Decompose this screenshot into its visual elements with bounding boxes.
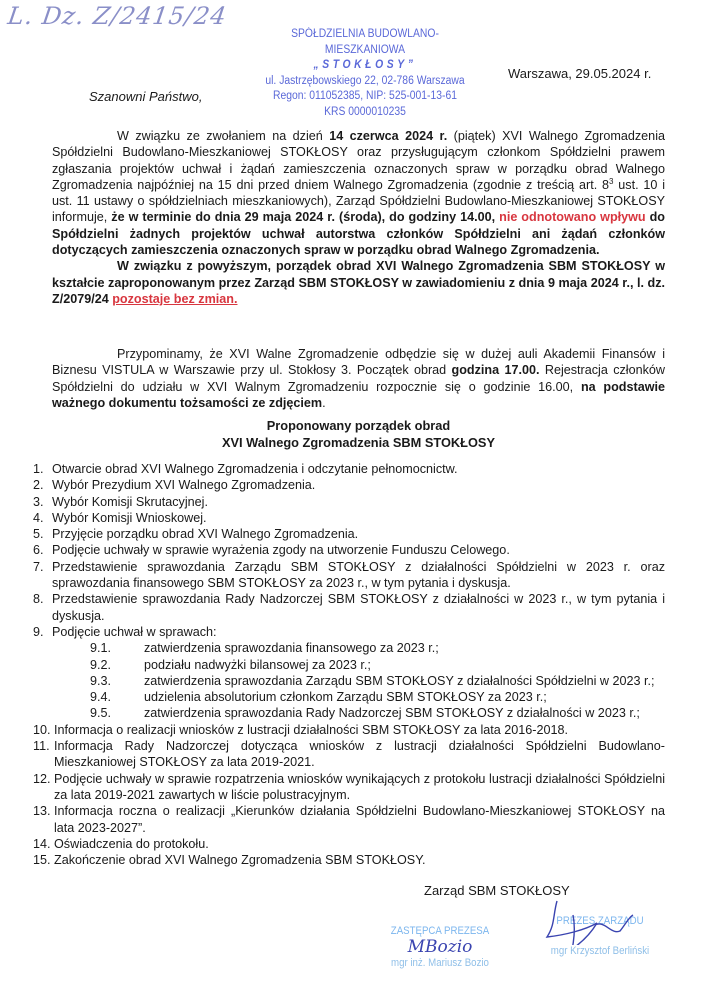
handwritten-reference-number: L. Dz. Z/2415/24: [6, 2, 229, 30]
item-text: Przyjęcie porządku obrad XVI Walnego Zgromadzenia.: [52, 527, 359, 542]
agenda-item: [33, 722, 665, 738]
paragraph-no-submissions: [52, 128, 665, 258]
item-number: 13.: [33, 804, 51, 819]
agenda-item: [33, 559, 665, 592]
id-requirement: na podstawie ważnego dokumentu tożsamości ze zdjęciem: [52, 379, 666, 410]
subitem-text: podziału nadwyżki bilansowej za 2023 r.;: [144, 657, 371, 672]
subitem-text: zatwierdzenia sprawozdania Zarządu SBM STOKŁOSY z działalności Spółdzielni w 2023 r.;: [144, 673, 655, 688]
agenda-item: [33, 461, 665, 477]
highlight-unchanged: pozostaje bez zmian.: [112, 291, 238, 306]
item-text: Wybór Komisji Wnioskowej.: [52, 510, 207, 525]
item-text: Przedstawienie sprawozdania Rady Nadzorczej SBM STOKŁOSY z działalności w 2023 r., w tym pytania i dyskusja.: [52, 592, 665, 623]
item-text: Przedstawienie sprawozdania Zarządu SBM STOKŁOSY z działalności Spółdzielni w 2023 r. oraz sprawozdania finansowego SBM STOKŁOSY za 2023 r., w tym pytania i dyskusja.: [52, 559, 665, 591]
agenda-subitem: [33, 673, 665, 689]
subitem-text: zatwierdzenia sprawozdania Rady Nadzorczej SBM STOKŁOSY z działalności w 2023 r.;: [144, 706, 640, 721]
item-number: 12.: [33, 771, 51, 786]
agenda-item: [33, 510, 665, 526]
vice-president-signature-stamp: [365, 925, 515, 969]
agenda-item: [33, 771, 665, 804]
item-number: 4.: [33, 510, 44, 525]
text: ust. 10 i ust. 11 ustawy o spółdzielniach mieszkaniowych), Zarząd Spółdzielni Budowlano-Mieszkaniowej STOKŁOSY informuje,: [52, 177, 666, 225]
highlight-not-received: nie odnotowano wpływu: [499, 210, 646, 225]
subitem-text: udzielenia absolutorium członkom Zarządu SBM STOKŁOSY za 2023 r.;: [144, 690, 547, 705]
cooperative-header-stamp: [253, 27, 478, 120]
stamp-org-name: SPÓŁDZIELNIA BUDOWLANO-MIESZKANIOWA: [291, 28, 439, 56]
subitem-number: 9.2.: [90, 657, 112, 672]
salutation: Szanowni Państwo,: [89, 89, 203, 104]
subitem-number: 9.5.: [90, 706, 112, 721]
item-number: 14.: [33, 836, 51, 851]
text: W związku ze zwołaniem na dzień: [117, 129, 330, 143]
item-number: 9.: [33, 624, 44, 639]
deadline-text: że w terminie do dnia 29 maja 2024 r. (środa), do godziny 14.00,: [111, 210, 500, 225]
agenda-item: [33, 624, 665, 640]
board-signature-heading: Zarząd SBM STOKŁOSY: [424, 883, 570, 898]
agenda-subitem: [33, 689, 665, 705]
item-text: Informacja roczna o realizacji „Kierunków działania Spółdzielni Budowlano-Mieszkaniowej STOKŁOSY na lata 2023-2027”.: [54, 804, 665, 835]
item-number: 10.: [33, 722, 51, 737]
item-number: 2.: [33, 478, 44, 493]
start-time: godzina 17.00.: [451, 363, 540, 378]
agenda-subitem: [33, 657, 665, 673]
text: W związku z powyższym, porządek obrad XVI Walnego Zgromadzenia SBM STOKŁOSY w kształcie zaproponowanym przez Zarząd SBM STOKŁOSY w zawiadomieniu z dnia 9 maja 2024 r., l. dz. Z/2079/24: [52, 259, 665, 306]
agenda-item: [33, 591, 665, 624]
agenda-item: [33, 542, 665, 558]
stamp-regon-nip: Regon: 011052385, NIP: 525-001-13-61: [273, 90, 457, 102]
handwritten-signature-icon: [525, 895, 675, 945]
agenda-item: [33, 494, 665, 510]
item-text: Zakończenie obrad XVI Walnego Zgromadzenia SBM STOKŁOSY.: [54, 853, 426, 868]
superscript: 3: [609, 176, 614, 186]
agenda-item: [33, 852, 665, 868]
agenda-subitem: [33, 640, 665, 656]
item-text: Podjęcie uchwał w sprawach:: [52, 624, 217, 639]
text: Przypominamy, że XVI Walne Zgromadzenie odbędzie się w dużej auli Akademii Finansów i Biznesu VISTULA w Warszawie przy ul. Stokłosy 3. Początek obrad: [52, 347, 665, 378]
item-number: 7.: [33, 559, 44, 574]
item-number: 15.: [33, 853, 51, 868]
item-text: Informacja o realizacji wniosków z lustracji działalności SBM STOKŁOSY za lata 2016-2018.: [54, 722, 569, 737]
subitem-number: 9.1.: [90, 641, 112, 656]
stamp-krs: KRS 0000010235: [324, 105, 406, 118]
agenda-title-line2: XVI Walnego Zgromadzenia SBM STOKŁOSY: [221, 434, 496, 450]
item-text: Podjęcie uchwały w sprawie wyrażenia zgody na utworzenie Funduszu Celowego.: [52, 543, 510, 558]
text: .: [322, 395, 326, 410]
item-text: Wybór Prezydium XVI Walnego Zgromadzenia.: [52, 478, 316, 493]
agenda-list: [33, 461, 665, 868]
agenda-item: [33, 803, 665, 836]
place-and-date: Warszawa, 29.05.2024 r.: [508, 66, 652, 81]
signatory-name: mgr Krzysztof Berliński: [550, 945, 650, 957]
president-signature-stamp: [525, 915, 675, 957]
notice-paragraphs: [52, 128, 665, 307]
item-number: 1.: [33, 462, 44, 476]
agenda-item: [33, 836, 665, 852]
subitem-number: 9.4.: [90, 690, 112, 705]
agenda-item: [33, 738, 665, 771]
paragraph-agenda-unchanged: [52, 258, 665, 307]
stamp-title: ZASTĘPCA PREZESA: [390, 925, 490, 937]
meeting-date: 14 czerwca 2024 r.: [329, 129, 448, 143]
subitem-text: zatwierdzenia sprawozdania finansowego za 2023 r.;: [144, 641, 439, 656]
item-number: 6.: [33, 543, 44, 558]
item-number: 3.: [33, 494, 44, 509]
item-text: Oświadczenia do protokołu.: [54, 836, 209, 851]
text: Rejestracja członków Spółdzielni do udziału w XVI Walnym Zgromadzeniu rozpocznie się o godzinie 16.00,: [52, 363, 665, 394]
agenda-item: [33, 526, 665, 542]
subitem-number: 9.3.: [90, 673, 112, 688]
signatory-name: mgr inż. Mariusz Bozio: [391, 957, 489, 969]
item-text: Podjęcie uchwały w sprawie rozpatrzenia wniosków wynikających z protokołu lustracji działalności Spółdzielni za lata 2019-2021 zawartych w liście polustracyjnym.: [54, 771, 665, 802]
agenda-item: [33, 477, 665, 493]
item-text: Wybór Komisji Skrutacyjnej.: [52, 494, 208, 509]
reminder-paragraph: [52, 346, 665, 411]
agenda-title: [52, 418, 665, 451]
paragraph-reminder: [52, 346, 665, 411]
item-number: 5.: [33, 527, 44, 542]
item-text: Informacja Rady Nadzorczej dotycząca wniosków z lustracji działalności Spółdzielni Budowlano-Mieszkaniowej STOKŁOSY za lata 2019-2021.: [54, 739, 665, 770]
stamp-org-short-name: „STOKŁOSY”: [313, 59, 417, 71]
text: do Spółdzielni żadnych projektów uchwał autorstwa członków Spółdzielni ani żądań członków dotyczących zamieszczenia oznaczonych spraw w porządku obrad Walnego Zgromadzenia.: [52, 210, 666, 258]
agenda-subitem: [33, 705, 665, 721]
item-number: 11.: [33, 739, 50, 754]
text: (piątek) XVI Walnego Zgromadzenia Spółdzielni Budowlano-Mieszkaniowej STOKŁOSY oraz przysługującym członkom Spółdzielni prawem zgłaszania projektów uchwał i żądań zamieszczenia oznaczonych spraw w porządku obrad Walnego Zgromadzenia najpóźniej na 15 dni przed dniem Walnego Zgromadzenia (zgodnie z treścią art. 8: [52, 129, 665, 192]
stamp-title: PREZES ZARZĄDU: [556, 915, 644, 927]
item-number: 8.: [33, 592, 44, 607]
handwritten-signature-icon: MBozio: [407, 937, 473, 957]
agenda-title-line1: Proponowany porządek obrad: [266, 418, 451, 433]
item-text: Otwarcie obrad XVI Walnego Zgromadzenia i odczytanie pełnomocnictw.: [52, 462, 458, 476]
stamp-address: ul. Jastrzębowskiego 22, 02-786 Warszawa: [265, 74, 465, 87]
